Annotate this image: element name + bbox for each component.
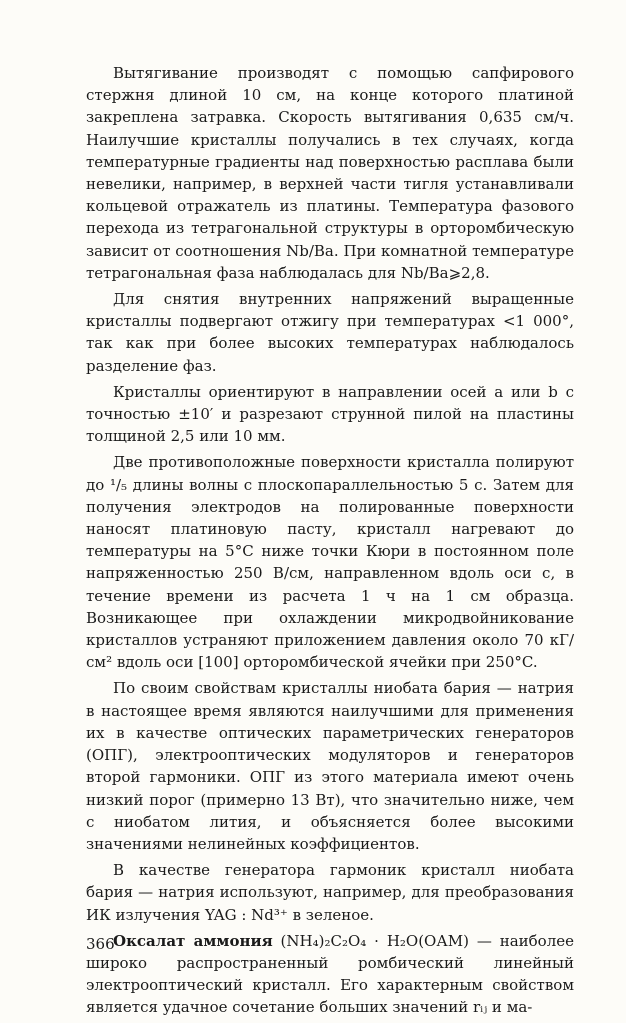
section-lead-term: Оксалат аммония — [113, 931, 273, 950]
paragraph: Для снятия внутренних напряжений выращенные кристаллы подвергают отжигу при температурах <1 000°, так как при более высоких температурах наблюдалось разделение фаз. — [86, 290, 574, 375]
paragraph: По своим свойствам кристаллы ниобата бария — натрия в настоящее время являются наилучшими для применения их в качестве оптических параметрических генераторов (ОПГ), электрооптических модуляторов и генераторов второй гармоники. ОПГ из этого материала имеют очень низкий порог (примерно 13 Вт), что значительно ниже, чем с ниобатом лития, и объясняется более высокими значениями нелинейных коэффициентов. — [86, 679, 574, 853]
page-number: 366 — [86, 935, 115, 953]
paragraph-text: (NH₄)₂C₂O₄ · H₂O(ОАМ) — наиболее широко распространенный ромбический линейный электрооптический кристалл. Его характерным свойством является удачное сочетание больших значений rᵢⱼ и ма- — [86, 931, 574, 1017]
page-body — [86, 62, 574, 1023]
paragraph: Две противоположные поверхности кристалла полируют до ¹/₅ длины волны с плоскопараллельностью 5 с. Затем для получения электродов на полированные поверхности наносят платиновую пасту, кристалл нагревают до температуры на 5°C ниже точки Кюри в постоянном поле напряженностью 250 В/см, направленном вдоль оси c, в течение времени из расчета 1 ч на 1 см образца. Возникающее при охлаждении микродвойникование кристаллов устраняют приложением давления около 70 кГ/см² вдоль оси [100] орторомбической ячейки при 250°C. — [86, 453, 574, 672]
paragraph: Кристаллы ориентируют в направлении осей a или b с точностью ±10′ и разрезают струнной пилой на пластины толщиной 2,5 или 10 мм. — [86, 382, 574, 446]
paragraph: В качестве генератора гармоник кристалл ниобата бария — натрия используют, например, для преобразования ИК излучения YAG : Nd³⁺ в зеленое. — [86, 861, 574, 924]
paragraph-oxalate — [86, 930, 574, 1019]
paragraph: Вытягивание производят с помощью сапфирового стержня длиной 10 см, на конце которого платиной закреплена затравка. Скорость вытягивания 0,635 см/ч. Наилучшие кристаллы получались в тех случаях, когда температурные градиенты над поверхностью расплава были невелики, например, в верхней части тигля устанавливали кольцевой отражатель из платины. Температура фазового перехода из тетрагональной структуры в орторомбическую зависит от соотношения Nb/Ba. При комнатной температуре тетрагональная фаза наблюдалась для Nb/Ba⩾2,8. — [86, 64, 574, 282]
